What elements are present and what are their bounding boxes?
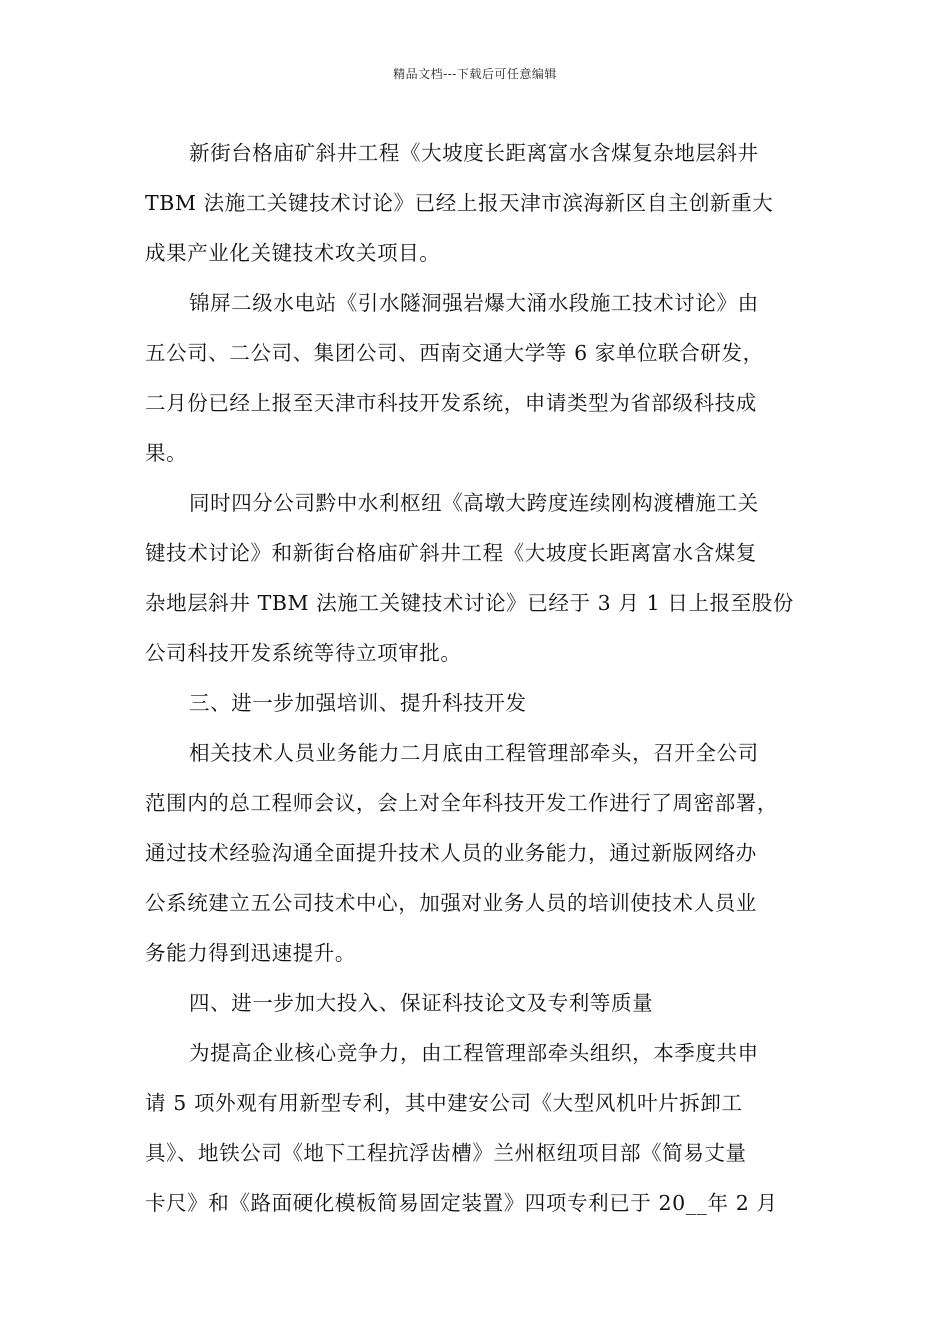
- text-line: 三、进一步加强培训、提升科技开发: [189, 691, 527, 715]
- text-line: 为提高企业核心竞争力，由工程管理部牵头组织，本季度共申: [189, 1041, 759, 1065]
- text-line: 五公司、二公司、集团公司、西南交通大学等 6 家单位联合研发，: [145, 341, 764, 365]
- document-body: [145, 128, 815, 1228]
- text-line: 二月份已经上报至天津市科技开发系统，申请类型为省部级科技成: [145, 391, 757, 415]
- text-line: 同时四分公司黔中水利枢纽《高墩大跨度连续刚构渡槽施工关: [189, 491, 759, 515]
- text-line: 新街台格庙矿斜井工程《大坡度长距离富水含煤复杂地层斜井: [189, 141, 759, 165]
- text-line: TBM 法施工关键技术讨论》已经上报天津市滨海新区自主创新重大: [145, 191, 774, 215]
- text-line: 公系统建立五公司技术中心，加强对业务人员的培训使技术人员业: [145, 891, 757, 915]
- text-line: 具》、地铁公司《地下工程抗浮齿槽》兰州枢纽项目部《简易丈量: [145, 1141, 747, 1165]
- text-line: 四、进一步加大投入、保证科技论文及专利等质量: [189, 991, 654, 1015]
- text-line: 果。: [145, 441, 188, 465]
- text-line: 杂地层斜井 TBM 法施工关键技术讨论》已经于 3 月 1 日上报至股份: [145, 591, 795, 615]
- text-line: 务能力得到迅速提升。: [145, 941, 356, 965]
- text-line: 通过技术经验沟通全面提升技术人员的业务能力，通过新版网络办: [145, 841, 757, 865]
- text-line: 相关技术人员业务能力二月底由工程管理部牵头，召开全公司: [189, 741, 759, 765]
- text-line: 键技术讨论》和新街台格庙矿斜井工程《大坡度长距离富水含煤复: [145, 541, 757, 565]
- text-line: 公司科技开发系统等待立项审批。: [145, 641, 462, 665]
- page-header: 精品文档---下载后可任意编辑: [393, 67, 557, 81]
- text-line: 成果产业化关键技术攻关项目。: [145, 241, 441, 265]
- text-line: 请 5 项外观有用新型专利，其中建安公司《大型风机叶片拆卸工: [145, 1091, 743, 1115]
- text-line: 锦屏二级水电站《引水隧洞强岩爆大涌水段施工技术讨论》由: [189, 291, 759, 315]
- text-line: 范围内的总工程师会议，会上对全年科技开发工作进行了周密部署，: [145, 791, 778, 815]
- text-line: 卡尺》和《路面硬化模板简易固定装置》四项专利已于 20__年 2 月: [145, 1191, 778, 1215]
